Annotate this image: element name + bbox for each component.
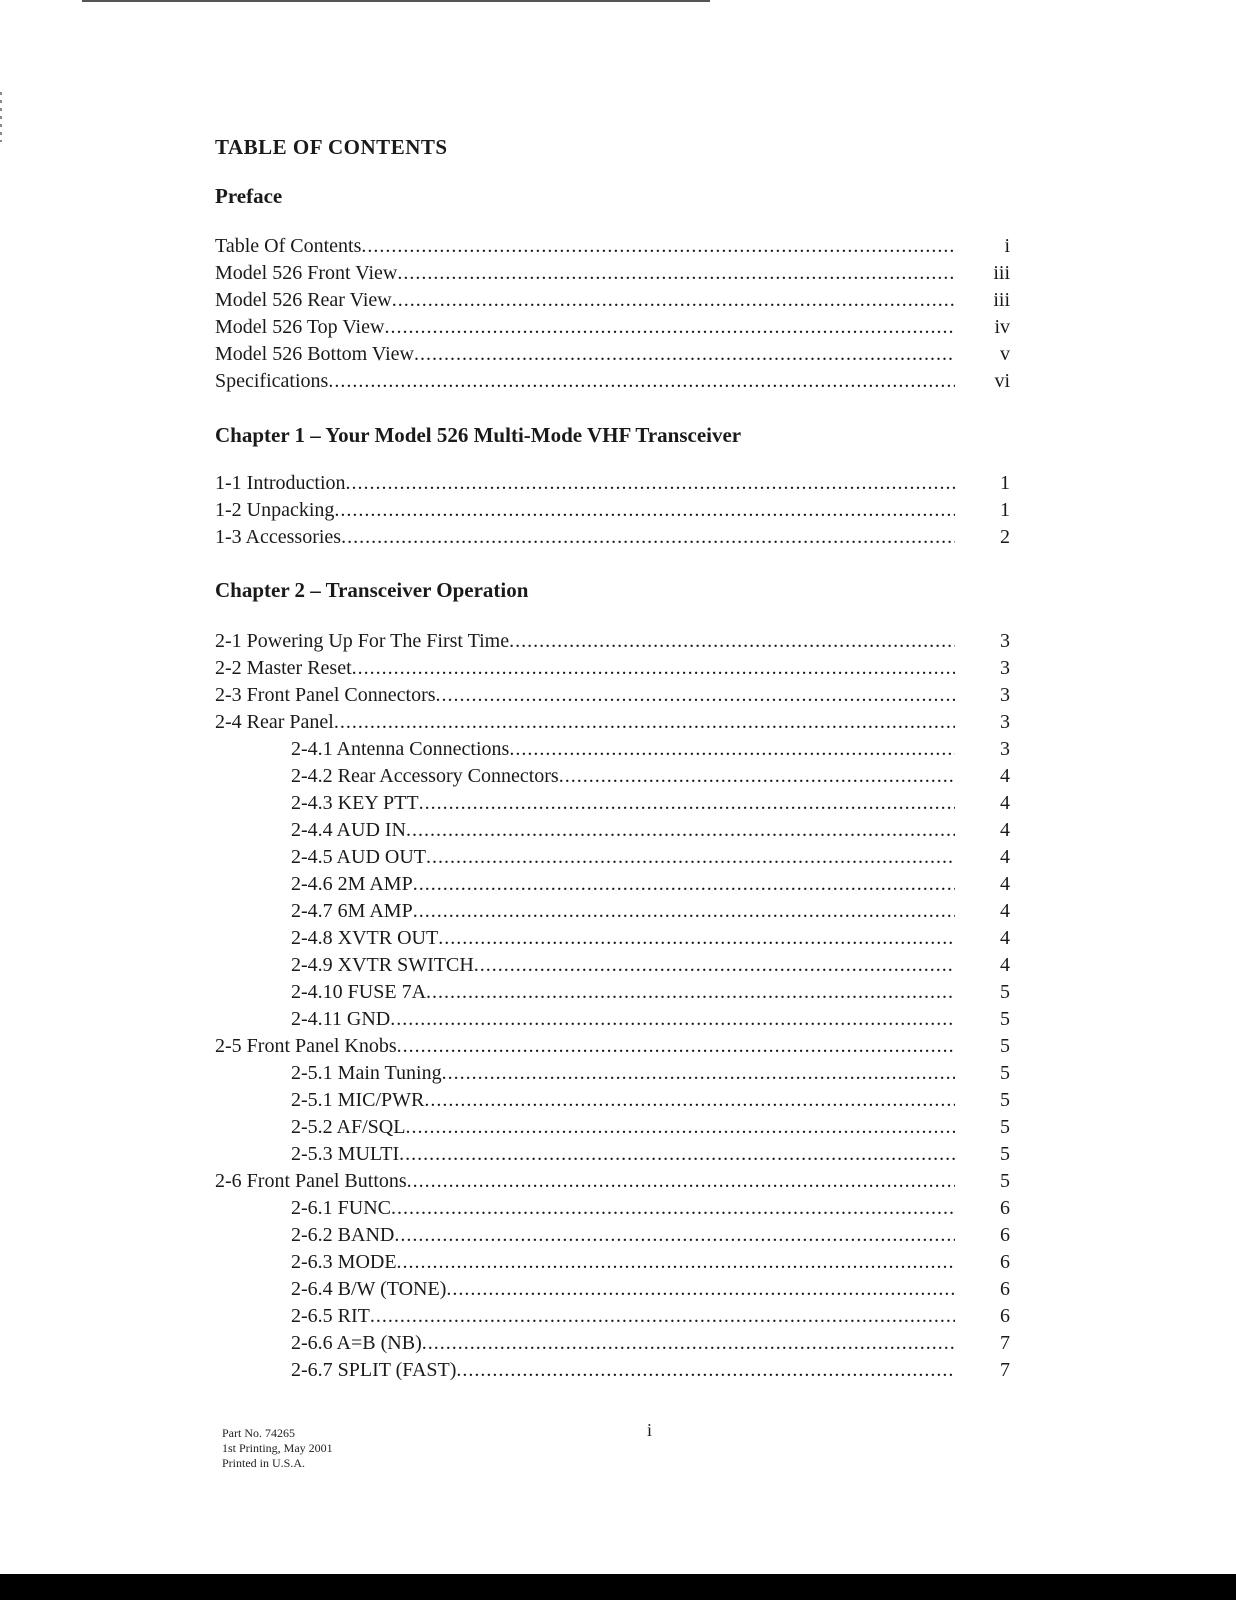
left-scan-marks bbox=[0, 92, 2, 142]
toc-entry bbox=[215, 341, 1020, 368]
toc-entry-text: 2-5.1 MIC/PWR ..... bbox=[291, 1087, 955, 1114]
section-heading-chapter-1: Chapter 1 – Your Model 526 Multi-Mode VHF Transceiver bbox=[215, 423, 742, 447]
toc-entry-text: 2-6.1 FUNC ..... bbox=[291, 1195, 955, 1222]
toc-entry bbox=[215, 1060, 1020, 1087]
toc-entry-text: 2-4.1 Antenna Connections ..... bbox=[291, 736, 955, 763]
toc-entry-page: 2 bbox=[1000, 526, 1010, 548]
toc-entry bbox=[215, 1222, 1020, 1249]
toc-entry-page: 4 bbox=[1000, 819, 1010, 841]
toc-entry-page: vi bbox=[994, 370, 1010, 392]
toc-entry-text: Specifications ..... bbox=[215, 368, 955, 395]
toc-entry-text: Table Of Contents ..... bbox=[215, 233, 955, 260]
toc-list-chapter-2 bbox=[215, 628, 1020, 1384]
toc-entry bbox=[215, 524, 1020, 551]
toc-entry-page: 4 bbox=[1000, 792, 1010, 814]
toc-entry-text: 2-3 Front Panel Connectors ..... bbox=[215, 682, 955, 709]
toc-entry bbox=[215, 844, 1020, 871]
toc-entry-text: 2-6.3 MODE ..... bbox=[291, 1249, 955, 1276]
toc-entry-text: 1-3 Accessories ..... bbox=[215, 524, 955, 551]
toc-entry-text: 2-4.9 XVTR SWITCH ..... bbox=[291, 952, 955, 979]
toc-entry-page: 6 bbox=[1000, 1278, 1010, 1300]
toc-entry-page: iii bbox=[993, 262, 1010, 284]
toc-entry bbox=[215, 1276, 1020, 1303]
toc-entry bbox=[215, 628, 1020, 655]
toc-entry-text: Model 526 Front View ..... bbox=[215, 260, 955, 287]
toc-entry bbox=[215, 979, 1020, 1006]
toc-entry-text: 1-1 Introduction ..... bbox=[215, 470, 955, 497]
toc-entry-text: 2-4.4 AUD IN ..... bbox=[291, 817, 955, 844]
toc-entry-text: Model 526 Rear View ..... bbox=[215, 287, 955, 314]
toc-entry-text: 2-4 Rear Panel ..... bbox=[215, 709, 955, 736]
toc-entry bbox=[215, 497, 1020, 524]
toc-entry bbox=[215, 1330, 1020, 1357]
toc-entry-text: 2-4.6 2M AMP ..... bbox=[291, 871, 955, 898]
toc-entry-page: 4 bbox=[1000, 846, 1010, 868]
toc-entry bbox=[215, 763, 1020, 790]
toc-entry-text: 2-6.5 RIT ..... bbox=[291, 1303, 955, 1330]
footer bbox=[222, 1426, 333, 1471]
toc-entry bbox=[215, 736, 1020, 763]
toc-entry-page: 3 bbox=[1000, 738, 1010, 760]
toc-entry-page: 3 bbox=[1000, 711, 1010, 733]
toc-entry-page: 4 bbox=[1000, 873, 1010, 895]
toc-list-chapter-1 bbox=[215, 470, 1020, 551]
toc-entry-text: 2-6.2 BAND ..... bbox=[291, 1222, 955, 1249]
toc-entry-text: 2-4.10 FUSE 7A ..... bbox=[291, 979, 955, 1006]
toc-entry bbox=[215, 470, 1020, 497]
toc-entry-page: 3 bbox=[1000, 630, 1010, 652]
section-heading-preface: Preface bbox=[215, 184, 283, 208]
toc-entry-page: 5 bbox=[1000, 1062, 1010, 1084]
toc-entry-page: iv bbox=[994, 316, 1010, 338]
toc-list-preface bbox=[215, 233, 1020, 395]
toc-entry-page: 5 bbox=[1000, 1170, 1010, 1192]
toc-entry-text: 2-6.7 SPLIT (FAST) ..... bbox=[291, 1357, 955, 1384]
toc-entry-text: 2-4.11 GND ..... bbox=[291, 1006, 955, 1033]
toc-entry bbox=[215, 790, 1020, 817]
toc-entry-page: 5 bbox=[1000, 1008, 1010, 1030]
footer-printed-in: Printed in U.S.A. bbox=[222, 1456, 306, 1470]
toc-entry bbox=[215, 1168, 1020, 1195]
toc-entry bbox=[215, 1249, 1020, 1276]
toc-entry bbox=[215, 368, 1020, 395]
toc-entry-page: 6 bbox=[1000, 1305, 1010, 1327]
toc-entry-page: i bbox=[1004, 235, 1010, 257]
toc-entry-text: 2-5.2 AF/SQL ..... bbox=[291, 1114, 955, 1141]
toc-entry bbox=[215, 287, 1020, 314]
toc-entry-text: 2-4.3 KEY PTT ..... bbox=[291, 790, 955, 817]
toc-entry-page: 5 bbox=[1000, 1143, 1010, 1165]
toc-entry-text: 2-5 Front Panel Knobs ..... bbox=[215, 1033, 955, 1060]
toc-entry-text: 2-2 Master Reset ..... bbox=[215, 655, 955, 682]
top-scan-rule bbox=[82, 0, 710, 2]
toc-entry-page: 6 bbox=[1000, 1224, 1010, 1246]
toc-entry-page: 6 bbox=[1000, 1197, 1010, 1219]
toc-entry bbox=[215, 1006, 1020, 1033]
toc-entry bbox=[215, 233, 1020, 260]
toc-entry bbox=[215, 314, 1020, 341]
toc-entry-text: 2-6.4 B/W (TONE) ..... bbox=[291, 1276, 955, 1303]
toc-entry bbox=[215, 925, 1020, 952]
footer-printing: 1st Printing, May 2001 bbox=[222, 1441, 333, 1455]
toc-entry bbox=[215, 898, 1020, 925]
toc-entry bbox=[215, 1357, 1020, 1384]
toc-entry-page: 1 bbox=[1000, 472, 1010, 494]
page-number: i bbox=[647, 1420, 653, 1440]
toc-entry-page: 6 bbox=[1000, 1251, 1010, 1273]
toc-entry bbox=[215, 709, 1020, 736]
toc-entry bbox=[215, 1195, 1020, 1222]
toc-entry bbox=[215, 1303, 1020, 1330]
toc-entry bbox=[215, 871, 1020, 898]
section-heading-chapter-2: Chapter 2 – Transceiver Operation bbox=[215, 578, 529, 602]
toc-entry-text: 2-5.3 MULTI ..... bbox=[291, 1141, 955, 1168]
toc-entry-page: 3 bbox=[1000, 684, 1010, 706]
toc-entry bbox=[215, 1087, 1020, 1114]
toc-entry-page: iii bbox=[993, 289, 1010, 311]
toc-entry bbox=[215, 952, 1020, 979]
toc-entry-text: 2-4.5 AUD OUT ..... bbox=[291, 844, 955, 871]
toc-entry-page: 5 bbox=[1000, 1035, 1010, 1057]
toc-entry bbox=[215, 1114, 1020, 1141]
toc-entry bbox=[215, 260, 1020, 287]
toc-entry-text: Model 526 Bottom View ..... bbox=[215, 341, 955, 368]
toc-entry-text: 2-6.6 A=B (NB) ..... bbox=[291, 1330, 955, 1357]
toc-entry-page: 5 bbox=[1000, 981, 1010, 1003]
toc-entry bbox=[215, 655, 1020, 682]
toc-entry-text: 2-4.2 Rear Accessory Connectors ..... bbox=[291, 763, 955, 790]
toc-entry-text: Model 526 Top View ..... bbox=[215, 314, 955, 341]
footer-part-no: Part No. 74265 bbox=[222, 1426, 295, 1440]
page-title: TABLE OF CONTENTS bbox=[215, 135, 448, 159]
toc-entry-page: 4 bbox=[1000, 765, 1010, 787]
toc-entry-text: 2-4.7 6M AMP ..... bbox=[291, 898, 955, 925]
toc-entry bbox=[215, 1141, 1020, 1168]
toc-entry-page: 4 bbox=[1000, 954, 1010, 976]
toc-entry-text: 2-5.1 Main Tuning ..... bbox=[291, 1060, 955, 1087]
toc-entry-page: 5 bbox=[1000, 1116, 1010, 1138]
toc-entry bbox=[215, 817, 1020, 844]
toc-entry bbox=[215, 1033, 1020, 1060]
toc-entry-text: 2-4.8 XVTR OUT ..... bbox=[291, 925, 955, 952]
toc-entry-page: v bbox=[1000, 343, 1010, 365]
toc-entry-page: 4 bbox=[1000, 900, 1010, 922]
toc-entry-page: 5 bbox=[1000, 1089, 1010, 1111]
toc-entry-page: 3 bbox=[1000, 657, 1010, 679]
toc-entry-page: 4 bbox=[1000, 927, 1010, 949]
toc-entry-text: 1-2 Unpacking ..... bbox=[215, 497, 955, 524]
toc-entry-text: 2-1 Powering Up For The First Time ..... bbox=[215, 628, 955, 655]
toc-entry-text: 2-6 Front Panel Buttons ..... bbox=[215, 1168, 955, 1195]
toc-entry-page: 7 bbox=[1000, 1359, 1010, 1381]
bottom-scan-bar bbox=[0, 1574, 1236, 1600]
toc-entry bbox=[215, 682, 1020, 709]
toc-entry-page: 1 bbox=[1000, 499, 1010, 521]
toc-entry-page: 7 bbox=[1000, 1332, 1010, 1354]
